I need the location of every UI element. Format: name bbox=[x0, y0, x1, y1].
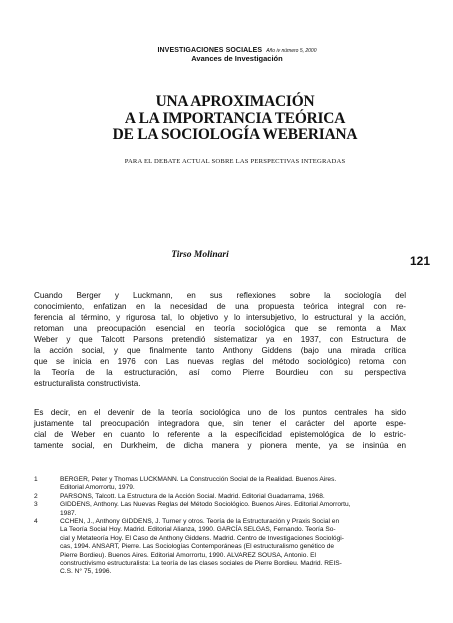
text-line: la Teoría de la estructuración, así como Pierre Bourdieu con su perspectiva bbox=[34, 368, 406, 377]
text-line: estructuralista constructivista. bbox=[34, 379, 141, 388]
page-number: 121 bbox=[410, 254, 431, 268]
footnote-line: cas, 1994. ANSART, Pierre. Las Sociologías Contemporáneas (El estructuralismo genético de bbox=[60, 543, 335, 551]
text-line: cial de Weber en cuanto lo referente a la especificidad epistemológica de lo estric- bbox=[34, 430, 406, 439]
footnote-line: 1987. bbox=[60, 509, 77, 517]
footnote-line: Pierre Bordieu). Buenos Aires. Editorial Amorrortu, 1990. ALVAREZ SOUSA, Antonio. El bbox=[60, 551, 316, 559]
text-line: justamente tal preocupación integradora que, sin tener el carácter del aporte espe- bbox=[34, 419, 406, 428]
text-line: tamente social, en Durkheim, de dicha manera y pionera mente, ya se insinúa en bbox=[34, 441, 406, 450]
issue-info: Año iv número 5, 2000 bbox=[266, 48, 317, 54]
footnote-number: 1 bbox=[34, 476, 38, 483]
footnote-line: La Teoría Social Hoy. Madrid. Editorial Alianza, 1990. GARCÍA SELGAS, Fernando. Teoría So- bbox=[60, 526, 336, 534]
text-line: Cuando Berger y Luckmann, en sus reflexiones sobre la sociología del bbox=[34, 291, 406, 300]
footnote-4 bbox=[34, 518, 406, 577]
text-line: ferencia al término, y rigurosa tal, lo objetivo y lo intersubjetivo, lo estructural y la acción, bbox=[34, 313, 406, 322]
journal-header bbox=[122, 44, 352, 63]
footnote-line: GIDDENS, Anthony. Las Nuevas Reglas del Método Sociológico. Buenos Aires. Editorial Amorrortu, bbox=[60, 501, 351, 509]
footnote-line: C.S. N° 75, 1996. bbox=[60, 568, 112, 576]
footnote-line: BERGER, Peter y Thomas LUCKMANN. La Construcción Social de la Realidad. Buenos Aires. bbox=[60, 476, 337, 483]
paragraph-1 bbox=[34, 290, 406, 389]
journal-name: INVESTIGACIONES SOCIALES bbox=[157, 47, 263, 54]
text-line: conocimiento, enfatizan en la necesidad de una propuesta teórica integral con re- bbox=[34, 302, 406, 311]
footnote-1 bbox=[34, 476, 406, 493]
footnote-number: 3 bbox=[34, 501, 38, 509]
text-line: que se inicia en 1976 con Las nuevas reglas del método sociológico) retoma con bbox=[34, 357, 406, 366]
footnotes bbox=[34, 476, 406, 577]
footnote-line: PARSONS, Talcott. La Estructura de la Acción Social. Madrid. Editorial Guadarrama, 1968. bbox=[60, 492, 325, 500]
footnote-number: 2 bbox=[34, 492, 38, 500]
footnote-number: 4 bbox=[34, 518, 38, 526]
footnote-line: cial y Metateoría Hoy. El Caso de Anthony Giddens. Madrid. Centro de Investigaciones Sociológi- bbox=[60, 534, 344, 542]
article-title bbox=[40, 94, 430, 144]
footnote-line: constructivismo estructuralista: La teoría de las clases sociales de Pierre Bordieu. Madrid. REIS- bbox=[60, 560, 342, 568]
title-line: UNA APROXIMACIÓN bbox=[155, 93, 315, 110]
author-name: Tirso Molinari bbox=[171, 250, 229, 260]
paragraph-2 bbox=[34, 407, 406, 451]
section-name: Avances de Investigación bbox=[191, 54, 283, 63]
footnote-3 bbox=[34, 501, 406, 518]
article-subtitle: PARA EL DEBATE ACTUAL SOBRE LAS PERSPECTIVAS INTEGRADAS bbox=[124, 158, 346, 165]
text-line: la acción social, y que finalmente tanto Anthony Giddens (bajo una mirada crítica bbox=[34, 346, 406, 355]
text-line: Es decir, en el devenir de la teoría sociológica uno de los puntos centrales ha sido bbox=[34, 408, 406, 417]
title-line: A LA IMPORTANCIA TEÓRICA bbox=[124, 109, 346, 127]
footnote-2 bbox=[34, 493, 406, 501]
text-line: Weber y que Talcott Parsons pretendió sistematizar ya en 1937, con Estructura de bbox=[34, 335, 406, 344]
footnote-line: CCHEN, J., Anthony GIDDENS, J. Turner y otros. Teoría de la Estructuración y Praxis Social en bbox=[60, 518, 340, 526]
text-line: retoman una preocupación esencial en teoría sociológica que se remonta a Max bbox=[34, 324, 406, 333]
title-line: DE LA SOCIOLOGÍA WEBERIANA bbox=[112, 126, 358, 143]
footnote-line: Editorial Amorrortu, 1979. bbox=[60, 484, 135, 492]
